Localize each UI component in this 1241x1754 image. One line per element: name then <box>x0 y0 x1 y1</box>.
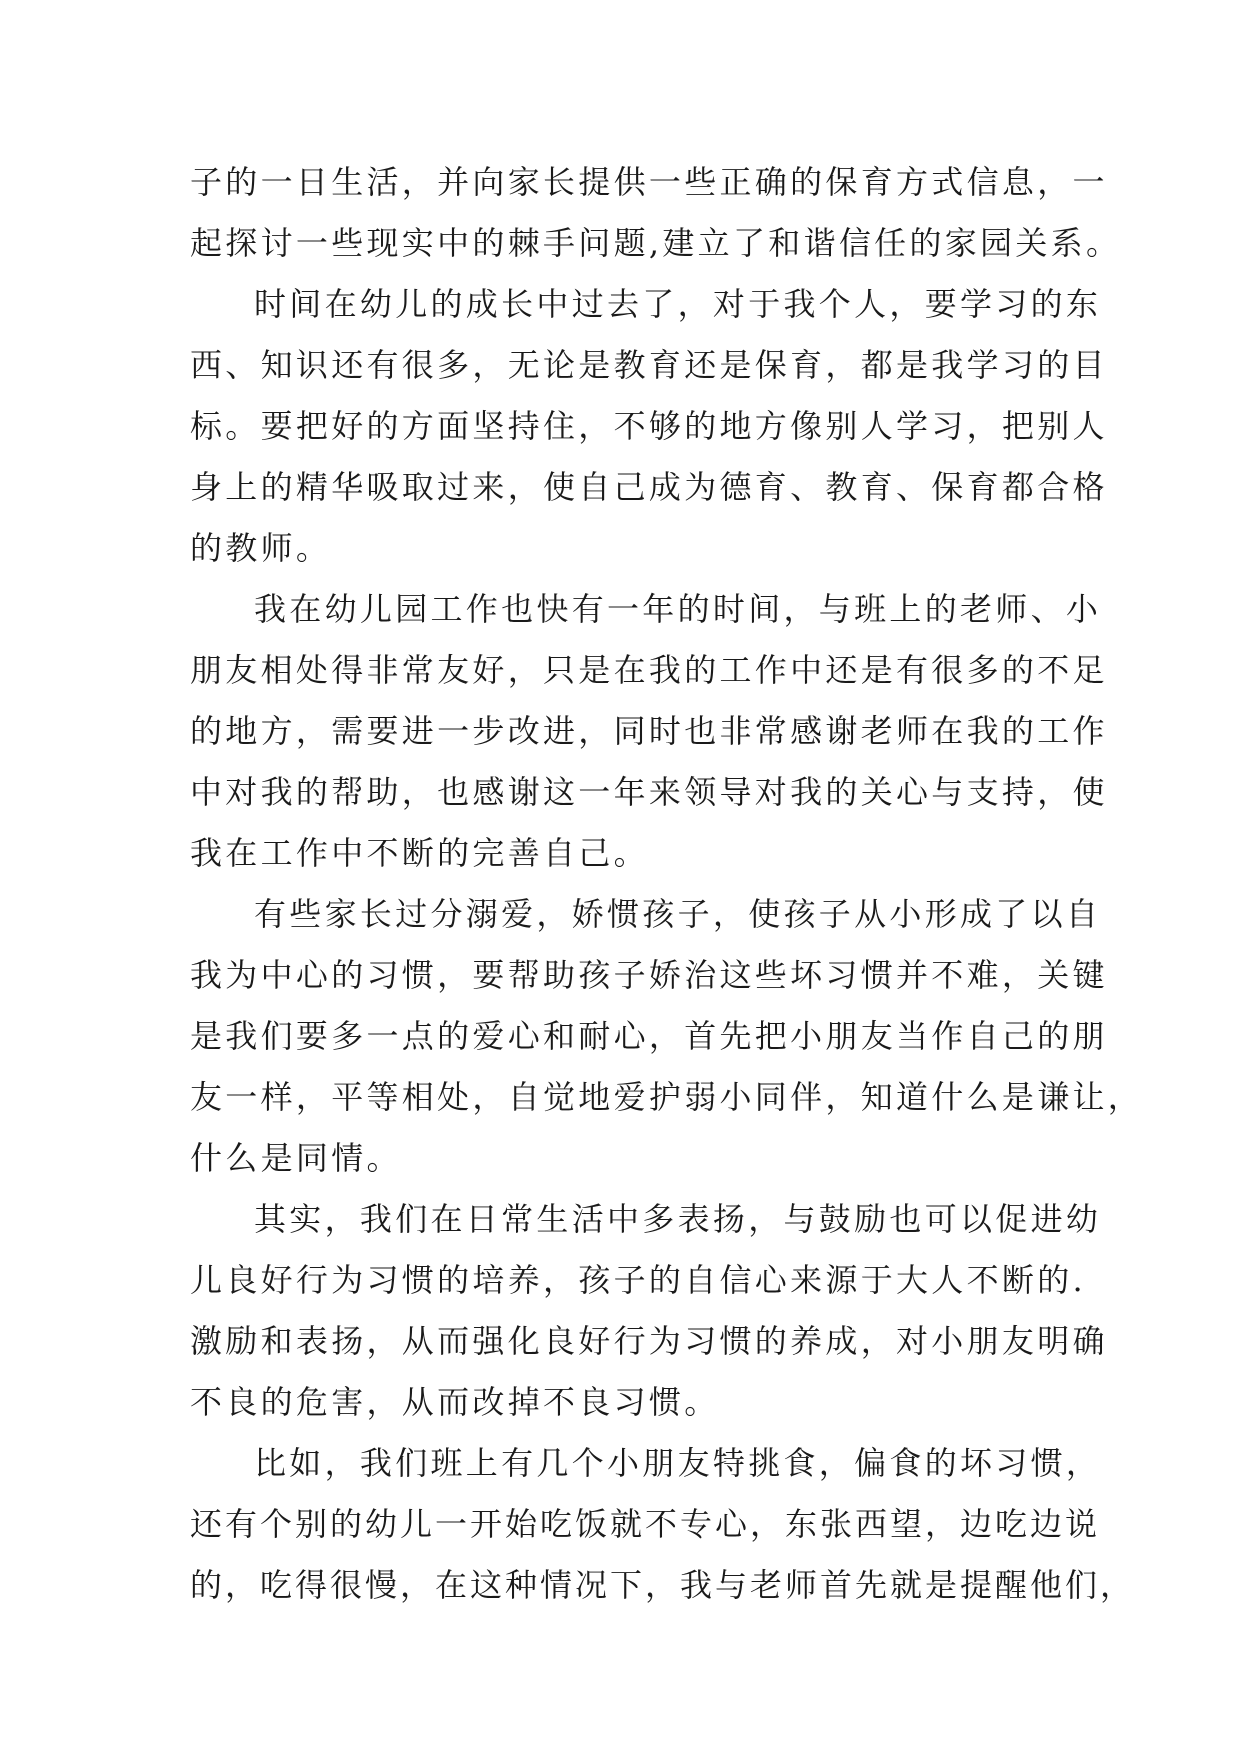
text-line: 子的一日生活，并向家长提供一些正确的保育方式信息，一 <box>190 163 1108 201</box>
text-line: 儿良好行为习惯的培养，孩子的自信心来源于大人不断的. <box>190 1261 1086 1299</box>
text-line: 的，吃得很慢，在这种情况下，我与老师首先就是提醒他们， <box>190 1566 1136 1604</box>
text-line: 还有个别的幼儿一开始吃饭就不专心，东张西望，边吃边说 <box>190 1505 1101 1543</box>
text-line: 友一样，平等相处，自觉地爱护弱小同伴，知道什么是谦让， <box>190 1078 1144 1116</box>
text-line: 激励和表扬，从而强化良好行为习惯的养成，对小朋友明确 <box>190 1322 1108 1360</box>
text-line: 我在工作中不断的完善自己。 <box>190 834 649 872</box>
body-text <box>190 152 1144 1616</box>
text-line: 西、知识还有很多，无论是教育还是保育，都是我学习的目 <box>190 346 1108 384</box>
paragraph-first-line: 有些家长过分溺爱，娇惯孩子，使孩子从小形成了以自 <box>254 895 1102 933</box>
text-line: 的教师。 <box>190 529 332 567</box>
text-line: 我为中心的习惯，要帮助孩子娇治这些坏习惯并不难，关键 <box>190 956 1108 994</box>
text-line: 的地方，需要进一步改进，同时也非常感谢老师在我的工作 <box>190 712 1108 750</box>
paragraph-first-line: 时间在幼儿的成长中过去了，对于我个人，要学习的东 <box>254 285 1102 323</box>
text-line: 是我们要多一点的爱心和耐心，首先把小朋友当作自己的朋 <box>190 1017 1108 1055</box>
paragraph-first-line: 我在幼儿园工作也快有一年的时间，与班上的老师、小 <box>254 590 1102 628</box>
text-line: 朋友相处得非常友好，只是在我的工作中还是有很多的不足 <box>190 651 1108 689</box>
text-line: 中对我的帮助，也感谢这一年来领导对我的关心与支持，使 <box>190 773 1108 811</box>
paragraph-first-line: 其实，我们在日常生活中多表扬，与鼓励也可以促进幼 <box>254 1200 1102 1238</box>
paragraph-first-line: 比如，我们班上有几个小朋友特挑食，偏食的坏习惯， <box>254 1444 1102 1482</box>
text-line: 标。要把好的方面坚持住，不够的地方像别人学习，把别人 <box>190 407 1108 445</box>
text-line: 什么是同情。 <box>190 1139 402 1177</box>
text-line: 身上的精华吸取过来，使自己成为德育、教育、保育都合格 <box>190 468 1108 506</box>
text-line: 不良的危害，从而改掉不良习惯。 <box>190 1383 720 1421</box>
text-line: 起探讨一些现实中的棘手问题,建立了和谐信任的家园关系。 <box>190 224 1122 262</box>
